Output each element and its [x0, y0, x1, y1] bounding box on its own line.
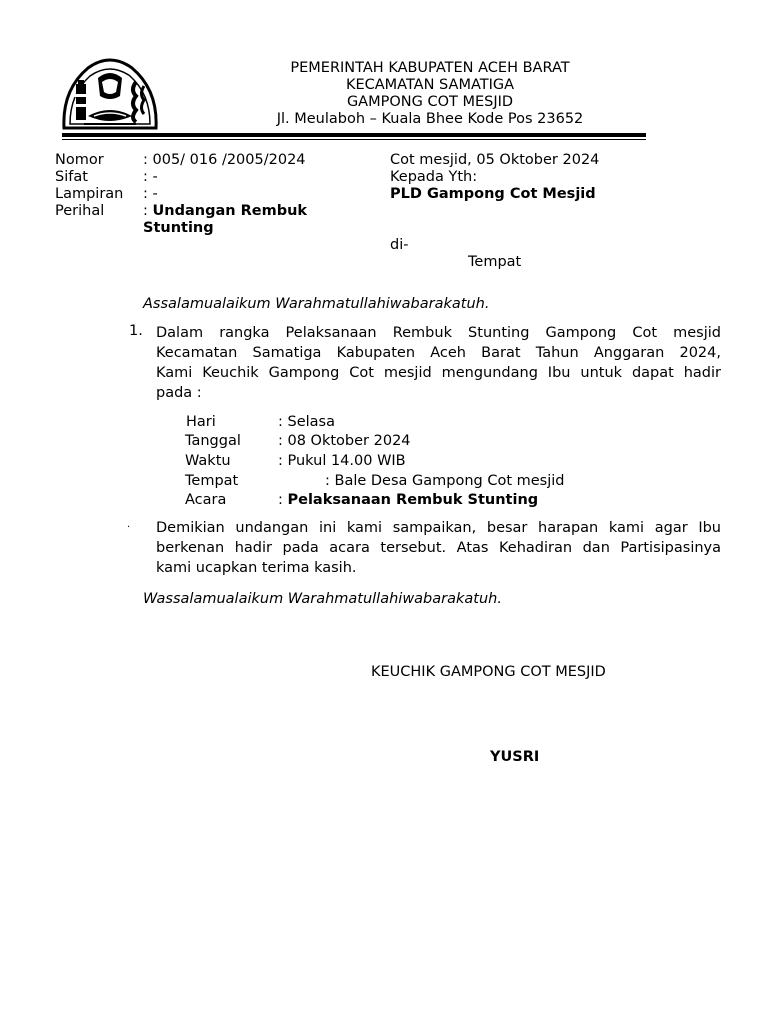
perihal-text-1: Undangan Rembuk — [152, 203, 308, 219]
letterhead-line-2: KECAMATAN SAMATIGA — [345, 77, 515, 93]
letterhead-line-3: GAMPONG COT MESJID — [346, 94, 514, 110]
recipient-name: PLD Gampong Cot Mesjid — [390, 186, 596, 202]
signatory-name: YUSRI — [490, 749, 540, 765]
waktu-value: : Pukul 14.00 WIB — [278, 453, 406, 469]
perihal-label: Perihal — [55, 203, 105, 219]
nomor-value: : 005/ 016 /2005/2024 — [143, 152, 306, 168]
hari-label: Hari — [186, 414, 216, 430]
item-2-line-2: berkenan hadir pada acara tersebut. Atas Kehadiran dan Partisipasinya — [156, 540, 721, 556]
tanggal-value: : 08 Oktober 2024 — [278, 433, 411, 449]
letterhead-line-1: PEMERINTAH KABUPATEN ACEH BARAT — [290, 60, 570, 76]
closing-greeting: Wassalamualaikum Warahmatullahiwabarakatuh. — [143, 591, 502, 607]
item-2-number: . — [127, 519, 131, 530]
item-1-line-1: Dalam rangka Pelaksanaan Rembuk Stunting Gampong Cot mesjid — [156, 325, 721, 341]
tempat-detail-value: : Bale Desa Gampong Cot mesjid — [325, 473, 565, 489]
item-1-line-4: pada : — [156, 385, 202, 401]
signatory-title: KEUCHIK GAMPONG COT MESJID — [371, 664, 606, 680]
tanggal-label: Tanggal — [185, 433, 241, 449]
lampiran-label: Lampiran — [55, 186, 124, 202]
perihal-value — [143, 203, 307, 219]
item-1-paragraph — [156, 323, 721, 403]
kepada-label: Kepada Yth: — [390, 169, 478, 185]
letter-date: Cot mesjid, 05 Oktober 2024 — [390, 152, 600, 168]
waktu-label: Waktu — [185, 453, 231, 469]
di-label: di- — [390, 237, 409, 253]
item-2-line-3: kami ucapkan terima kasih. — [156, 560, 357, 576]
letterhead-address: Jl. Meulaboh – Kuala Bhee Kode Pos 23652 — [276, 111, 584, 127]
sifat-label: Sifat — [55, 169, 88, 185]
tempat-detail-label: Tempat — [185, 473, 239, 489]
letterhead-rule-thick — [62, 133, 646, 137]
acara-value — [278, 492, 538, 508]
nomor-label: Nomor — [55, 152, 104, 168]
letterhead-rule-thin — [62, 139, 646, 140]
item-1-number: 1. — [129, 323, 143, 339]
hari-value: : Selasa — [278, 414, 335, 430]
letterhead — [180, 60, 680, 128]
perihal-colon: : — [143, 203, 153, 219]
acara-label: Acara — [185, 492, 227, 508]
aceh-barat-emblem-logo — [58, 50, 162, 138]
lampiran-value: : - — [143, 186, 158, 202]
item-1-line-3: Kami Keuchik Gampong Cot mesjid mengundang Ibu untuk dapat hadir — [156, 365, 721, 381]
item-1-line-2: Kecamatan Samatiga Kabupaten Aceh Barat Tahun Anggaran 2024, — [156, 345, 721, 361]
acara-colon: : — [278, 492, 288, 508]
acara-text: Pelaksanaan Rembuk Stunting — [287, 492, 539, 508]
item-2-line-1: Demikian undangan ini kami sampaikan, besar harapan kami agar Ibu — [156, 520, 721, 536]
item-2-paragraph — [156, 518, 721, 578]
perihal-continuation — [143, 220, 214, 236]
opening-greeting: Assalamualaikum Warahmatullahiwabarakatuh. — [143, 296, 490, 312]
sifat-value: : - — [143, 169, 158, 185]
perihal-text-2: Stunting — [143, 220, 214, 236]
tempat-label: Tempat — [468, 254, 522, 270]
